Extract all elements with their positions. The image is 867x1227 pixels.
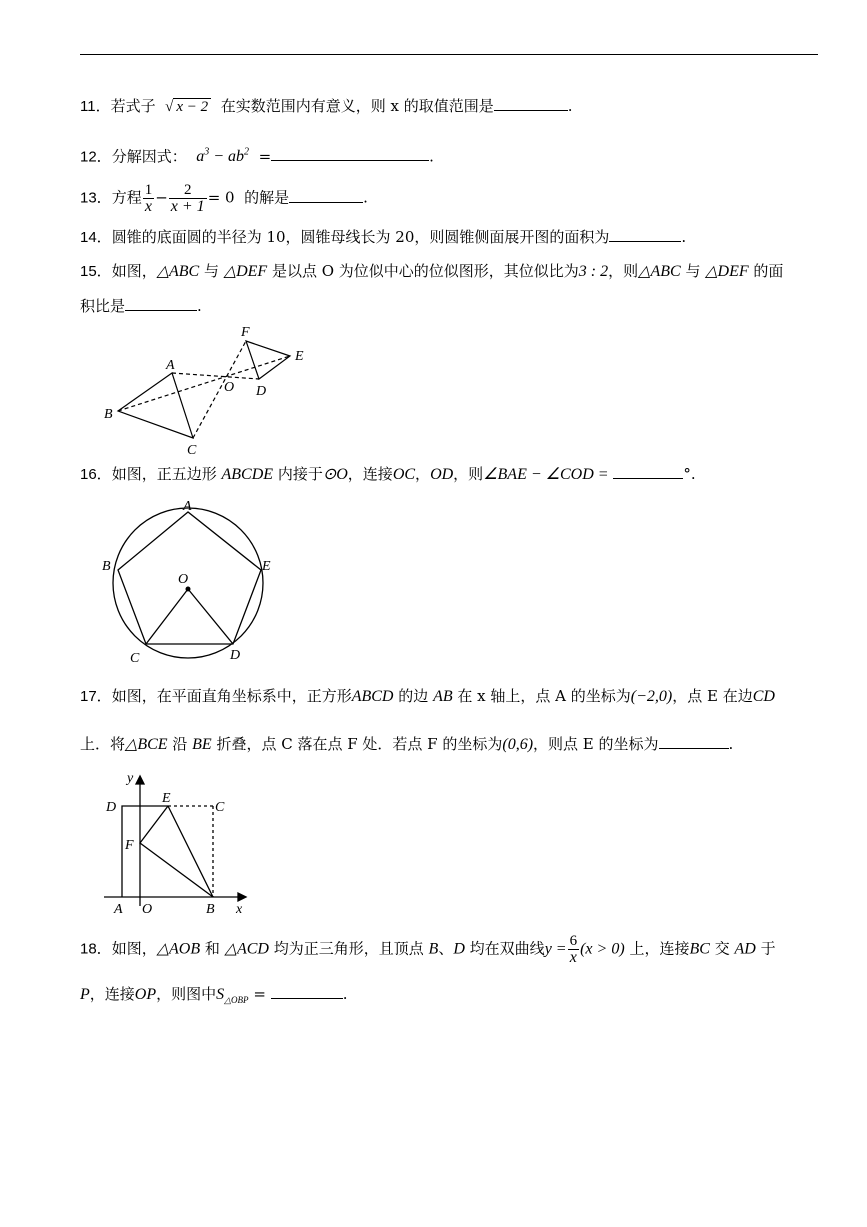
question-text: 的面 xyxy=(748,262,784,280)
question-number: 12． xyxy=(80,148,112,166)
segment-od: OD xyxy=(430,466,454,483)
question-text: ，则图中 xyxy=(156,985,217,1003)
label-b: B xyxy=(102,559,111,574)
question-number: 11． xyxy=(80,98,111,115)
question-text: 如图，正五边形 xyxy=(111,465,217,483)
triangle-def: △DEF xyxy=(705,263,749,280)
point-d: D xyxy=(453,940,465,958)
fraction-1: $\frac{1}{x}$ xyxy=(144,182,153,215)
circle-o: ⊙O xyxy=(322,466,348,483)
question-text: 均在双曲线 xyxy=(469,939,545,958)
fraction: $\frac{6}{x}$ xyxy=(569,933,578,966)
question-number: 18． xyxy=(80,940,112,958)
question-number: 17． xyxy=(80,688,112,705)
label-y: y xyxy=(127,771,134,786)
ratio: 3 : 2 xyxy=(578,263,609,280)
question-text: 沿 xyxy=(172,735,188,753)
label-c: C xyxy=(187,443,197,458)
triangle-bfe-shape xyxy=(140,806,213,897)
question-text: 的边 xyxy=(398,687,429,705)
question-text: 如图， xyxy=(111,262,157,280)
equals-sign: = xyxy=(248,985,266,1003)
question-text: 在 x 轴上，点 A 的坐标为 xyxy=(457,687,631,705)
period: . xyxy=(567,97,573,115)
area-expression: $S_{\triangle OBP}$ xyxy=(216,986,249,1006)
period: . xyxy=(342,985,348,1003)
label-f: F xyxy=(241,325,250,340)
label-e: E xyxy=(295,349,304,364)
question-text: 积比是 xyxy=(80,297,126,315)
period: . xyxy=(197,297,202,315)
question-text: ，连接 xyxy=(89,985,135,1003)
question-text: 在实数范围内有意义，则 x 的取值范围是 xyxy=(220,97,494,115)
pentagon-name: ABCDE xyxy=(221,466,274,483)
equals-zero: = 0 xyxy=(207,188,235,207)
question-text: ，连接 xyxy=(347,465,393,483)
sqrt-expression: √ x − 2 xyxy=(165,96,211,118)
period: . xyxy=(690,465,696,483)
point-b: B xyxy=(428,940,439,958)
question-text: 上．将 xyxy=(80,735,126,753)
label-a: A xyxy=(166,358,175,373)
domain-condition: (x > 0) xyxy=(580,940,625,958)
label-d: D xyxy=(230,648,241,663)
triangle-bce: △BCE xyxy=(125,736,168,753)
triangle-abc: △ABC xyxy=(638,263,681,280)
question-text: 的解是 xyxy=(244,188,290,207)
segment-ab: AB xyxy=(433,688,453,705)
triangle-aob: △AOB xyxy=(156,940,201,958)
period: . xyxy=(363,188,368,207)
period: . xyxy=(681,228,687,246)
label-b: B xyxy=(206,902,215,917)
question-text: 如图， xyxy=(111,939,157,958)
question-text: 折叠，点 C 落在点 F 处．若点 F 的坐标为 xyxy=(216,735,503,753)
hyperbola-eq: y = xyxy=(544,940,567,958)
label-o: O xyxy=(142,902,153,917)
question-text: 交 xyxy=(714,939,730,958)
question-18-line2 xyxy=(80,983,820,1011)
question-text: 圆锥的底面圆的半径为 10，圆锥母线长为 20，则圆锥侧面展开图的面积为 xyxy=(111,228,610,246)
label-o: O xyxy=(224,380,235,395)
question-18 xyxy=(80,933,820,966)
question-number: 16． xyxy=(80,466,112,483)
question-text: 若式子 xyxy=(110,97,156,115)
question-number: 15． xyxy=(80,263,112,280)
degree-sign: ° xyxy=(683,465,691,483)
label-e: E xyxy=(262,559,271,574)
period: . xyxy=(429,147,434,166)
label-x: x xyxy=(236,902,243,917)
segment-be: BE xyxy=(192,736,212,753)
coordinate-a: (−2,0) xyxy=(630,688,673,705)
segment-op: OP xyxy=(134,986,157,1003)
question-number: 14． xyxy=(80,229,112,246)
triangle-def: △DEF xyxy=(223,263,268,280)
triangle-acd: △ACD xyxy=(224,940,269,958)
minus-sign: − xyxy=(155,188,168,207)
y-axis-arrow xyxy=(136,776,144,784)
label-a: A xyxy=(114,902,123,917)
radicand: x − 2 xyxy=(173,98,211,115)
square-name: ABCD xyxy=(351,688,394,705)
expression: $a^3 - ab^2$ xyxy=(196,147,250,166)
fraction-2: $\frac{2}{x + 1}$ xyxy=(170,182,205,215)
question-text: 上，连接 xyxy=(629,939,690,958)
question-text: 和 xyxy=(200,939,225,958)
label-c: C xyxy=(215,800,225,815)
question-text: ，则 xyxy=(608,262,639,280)
question-text: 内接于 xyxy=(277,465,323,483)
question-text: 与 xyxy=(199,262,224,280)
segment-cd: CD xyxy=(752,688,775,705)
label-a: A xyxy=(183,499,192,514)
question-text: 均为正三角形，且顶点 xyxy=(268,939,424,958)
question-text: 方程 xyxy=(111,188,142,207)
question-text: 如图，在平面直角坐标系中，正方形 xyxy=(111,687,352,705)
separator: 、 xyxy=(438,939,454,958)
segment-ad: AD xyxy=(734,940,756,958)
question-text: 分解因式： xyxy=(111,147,187,166)
point-p: P xyxy=(80,986,90,1003)
question-text: 是以点 O 为位似中心的位似图形，其位似比为 xyxy=(267,262,579,280)
question-number: 13． xyxy=(80,189,112,207)
label-b: B xyxy=(104,407,113,422)
question-text: ，则 xyxy=(453,465,484,483)
triangle-abc: △ABC xyxy=(156,263,200,280)
label-f: F xyxy=(125,838,134,853)
label-o: O xyxy=(178,572,189,587)
coordinate-f: (0,6) xyxy=(502,736,534,753)
segment-bc: BC xyxy=(689,940,710,958)
label-c: C xyxy=(130,651,140,666)
question-text: ，点 E 在边 xyxy=(672,687,753,705)
comma: ， xyxy=(415,465,431,483)
equals-sign: = xyxy=(258,147,272,166)
label-d: D xyxy=(106,800,117,815)
answer-blank[interactable] xyxy=(271,984,343,999)
question-text: 与 xyxy=(680,262,706,280)
label-e: E xyxy=(162,791,171,806)
period: . xyxy=(728,735,734,753)
x-axis-arrow xyxy=(238,893,246,901)
question-text: 于 xyxy=(760,939,776,958)
angle-expression: ∠BAE − ∠COD = xyxy=(483,466,609,483)
question-text: ，则点 E 的坐标为 xyxy=(533,735,659,753)
segment-oc: OC xyxy=(392,466,416,483)
label-d: D xyxy=(256,384,267,399)
